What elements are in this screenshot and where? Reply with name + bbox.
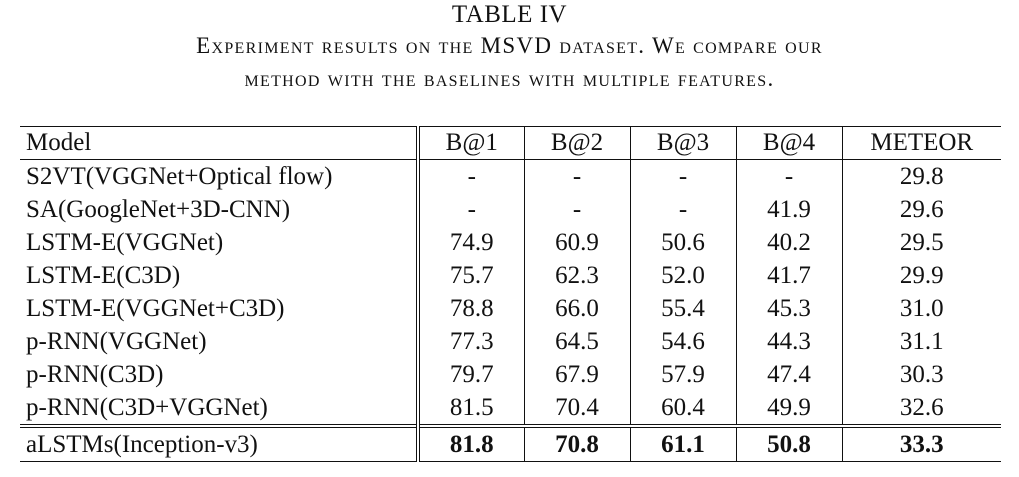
table-row (20, 391, 1001, 426)
results-table (20, 126, 1001, 462)
table-label: TABLE IV (451, 1, 568, 28)
meteor-cell: 29.8 (899, 163, 944, 190)
meteor-cell: 29.6 (899, 196, 944, 223)
b4-cell: 41.7 (736, 259, 842, 292)
table-row (20, 292, 1001, 325)
b2-cell: - (524, 160, 630, 194)
header-model: Model (20, 127, 418, 160)
b3-cell: 57.9 (630, 358, 736, 391)
b1-cell: - (418, 160, 524, 194)
table-caption-line-2: method with the baselines with multiple features. (244, 66, 775, 91)
b2-cell: 64.5 (524, 325, 630, 358)
meteor-cell: 31.1 (899, 328, 944, 355)
model-cell: S2VT(VGGNet+Optical flow) (20, 160, 418, 194)
meteor-cell: 30.3 (899, 361, 944, 388)
b4-cell: 41.9 (736, 193, 842, 226)
b3-cell: 61.1 (630, 426, 736, 462)
model-cell: LSTM-E(VGGNet+C3D) (20, 292, 418, 325)
b4-cell: 44.3 (736, 325, 842, 358)
b1-cell: 81.8 (418, 426, 524, 462)
model-cell: LSTM-E(VGGNet) (20, 226, 418, 259)
b2-cell: 70.8 (524, 426, 630, 462)
header-meteor: METEOR (842, 127, 1001, 160)
b1-cell: 77.3 (418, 325, 524, 358)
b1-cell: - (418, 193, 524, 226)
b4-cell: - (736, 160, 842, 194)
header-b1: B@1 (418, 127, 524, 160)
b1-cell: 78.8 (418, 292, 524, 325)
model-cell: p-RNN(C3D) (20, 358, 418, 391)
table-row (20, 193, 1001, 226)
table-row (20, 160, 1001, 194)
table-row-ours (20, 426, 1001, 462)
table-row (20, 358, 1001, 391)
b2-cell: - (524, 193, 630, 226)
table-row (20, 325, 1001, 358)
b2-cell: 60.9 (524, 226, 630, 259)
meteor-cell: 29.9 (899, 262, 944, 289)
model-cell: LSTM-E(C3D) (20, 259, 418, 292)
b2-cell: 66.0 (524, 292, 630, 325)
header-b4: B@4 (736, 127, 842, 160)
model-cell: aLSTMs(Inception-v3) (20, 426, 418, 462)
meteor-cell: 33.3 (842, 426, 1001, 462)
meteor-cell: 32.6 (899, 394, 944, 421)
table-header-row (20, 127, 1001, 160)
model-cell: SA(GoogleNet+3D-CNN) (20, 193, 418, 226)
b3-cell: 55.4 (630, 292, 736, 325)
b1-cell: 75.7 (418, 259, 524, 292)
b2-cell: 67.9 (524, 358, 630, 391)
header-b3: B@3 (630, 127, 736, 160)
b3-cell: 54.6 (630, 325, 736, 358)
b3-cell: - (630, 160, 736, 194)
table-row (20, 259, 1001, 292)
b3-cell: 50.6 (630, 226, 736, 259)
b3-cell: 60.4 (630, 391, 736, 426)
b4-cell: 47.4 (736, 358, 842, 391)
b1-cell: 79.7 (418, 358, 524, 391)
b4-cell: 50.8 (736, 426, 842, 462)
b4-cell: 49.9 (736, 391, 842, 426)
model-cell: p-RNN(VGGNet) (20, 325, 418, 358)
b3-cell: - (630, 193, 736, 226)
b2-cell: 70.4 (524, 391, 630, 426)
table-caption-line-1: Experiment results on the MSVD dataset. We compare our (196, 33, 823, 58)
meteor-cell: 31.0 (899, 295, 944, 322)
b1-cell: 74.9 (418, 226, 524, 259)
b1-cell: 81.5 (418, 391, 524, 426)
b2-cell: 62.3 (524, 259, 630, 292)
b4-cell: 45.3 (736, 292, 842, 325)
header-b2: B@2 (524, 127, 630, 160)
b3-cell: 52.0 (630, 259, 736, 292)
meteor-cell: 29.5 (899, 229, 944, 256)
b4-cell: 40.2 (736, 226, 842, 259)
table-row (20, 226, 1001, 259)
model-cell: p-RNN(C3D+VGGNet) (20, 391, 418, 426)
